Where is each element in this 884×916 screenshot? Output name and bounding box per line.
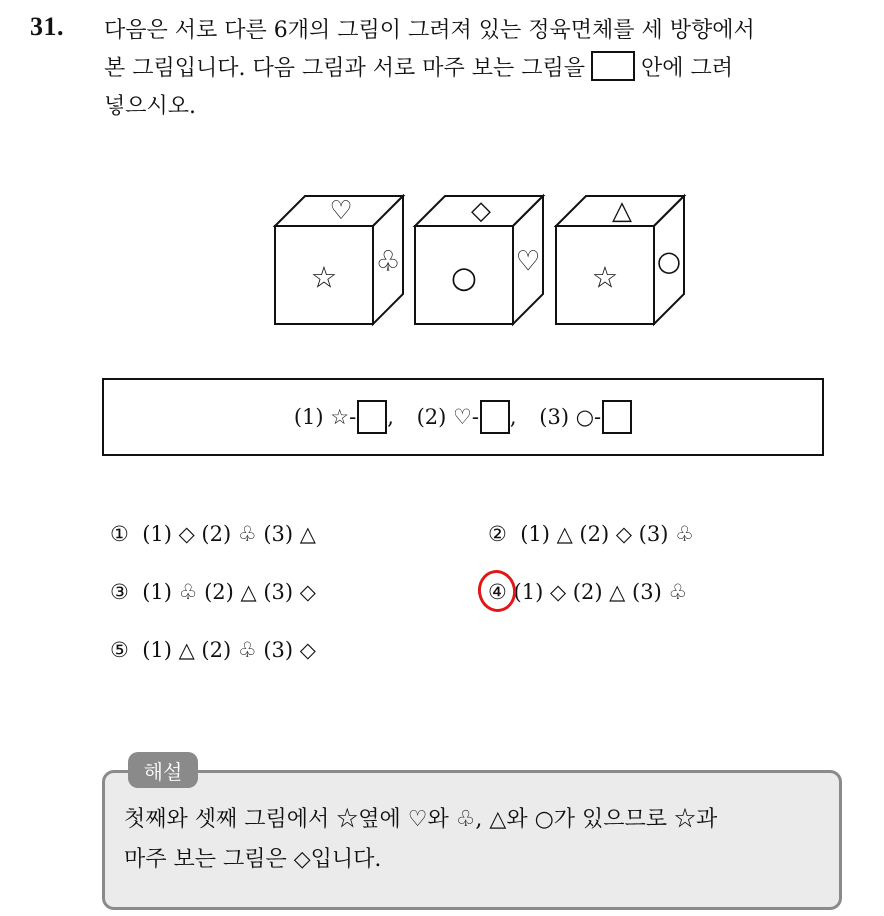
question-line-1: 다음은 서로 다른 6개의 그림이 그려져 있는 정육면체를 세 방향에서: [104, 18, 755, 43]
choice-3-number: ③: [110, 580, 129, 604]
explanation-line-1: 첫째와 셋째 그림에서 ☆옆에 ♡와 ♧, △와 ○가 있으므로 ☆과: [124, 807, 718, 832]
question-number: 31.: [30, 12, 64, 41]
question-line-2-after: 안에 그려: [641, 56, 734, 81]
choice-2[interactable]: [488, 522, 694, 546]
answer-row: [104, 400, 822, 434]
choice-1-number: ①: [110, 522, 129, 546]
heart-icon: ♡: [329, 196, 353, 226]
explanation-line-2: 마주 보는 그림은 ◇입니다.: [124, 847, 382, 872]
cube-2: [415, 196, 543, 324]
star-icon: ☆: [310, 260, 338, 296]
answer-item-3: [539, 400, 632, 434]
circle-icon: ○: [450, 260, 478, 296]
cube-1: [275, 196, 403, 324]
triangle-icon: △: [612, 196, 632, 226]
answer-blank-3[interactable]: [602, 400, 632, 434]
circle-icon: ○: [656, 244, 682, 278]
cube-3: [556, 196, 684, 324]
heart-icon: ♡: [515, 244, 541, 278]
answer-item-1: [294, 400, 394, 434]
choice-5[interactable]: [110, 638, 316, 662]
answer-blank-1[interactable]: [357, 400, 387, 434]
diamond-icon: ◇: [471, 196, 491, 226]
answer-item-2: [417, 400, 517, 434]
explanation-tag: 해설: [128, 752, 198, 788]
choice-3[interactable]: [110, 580, 316, 604]
question-line-2-before: 본 그림입니다. 다음 그림과 서로 마주 보는 그림을: [104, 56, 585, 81]
question-line-3: 넣으시오.: [104, 94, 197, 119]
choice-3-text: (1) ♧ (2) △ (3) ◇: [142, 580, 316, 604]
choice-1[interactable]: [110, 522, 316, 546]
answer-item-1-suffix: ,: [387, 405, 394, 429]
choice-5-text: (1) △ (2) ♧ (3) ◇: [142, 638, 316, 662]
explanation-text: [124, 800, 834, 880]
answer-box: [102, 378, 824, 456]
choice-5-number: ⑤: [110, 638, 129, 662]
choice-1-text: (1) ◇ (2) ♧ (3) △: [142, 522, 316, 546]
choice-2-number: ②: [488, 522, 507, 546]
answer-item-2-label: (2) ♡-: [416, 405, 479, 429]
answer-item-3-label: (3) ○-: [539, 405, 602, 429]
club-icon: ♧: [375, 244, 401, 278]
star-icon: ☆: [591, 260, 619, 296]
answer-item-2-suffix: ,: [509, 405, 517, 429]
choice-2-text: (1) △ (2) ◇ (3) ♧: [520, 522, 694, 546]
choice-4-text: (1) ◇ (2) △ (3) ♧: [513, 580, 688, 604]
answer-item-1-label: (1) ☆-: [293, 405, 357, 429]
choice-4-number: ④: [488, 580, 507, 604]
answer-blank-2[interactable]: [480, 400, 510, 434]
choice-4[interactable]: [488, 580, 687, 604]
